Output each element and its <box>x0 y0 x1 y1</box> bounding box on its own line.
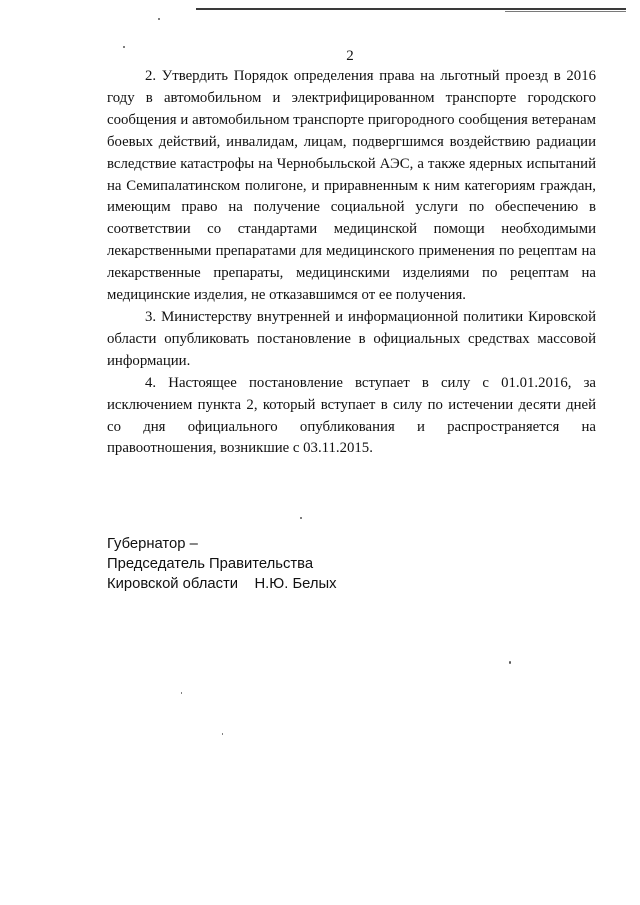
paragraph-item-2: 2. Утвердить Порядок определения права на льготный проезд в 2016 году в автомобильном и электрифицированном транспорте городского сообщения и автомобильном транспорте пригородного сообщения ветеранам боевых действий, инвалидам, лицам, подвергшимся воздействию радиации вследствие катастрофы на Чернобыльской АЭС, а также ядерных испытаний на Семипалатинском полигоне, и приравненным к ним категориям граждан, имеющим право на получение социальной услуги по обеспечению в соответствии со стандартами медицинской помощи необходимыми лекарственными препаратами для медицинского применения по рецептам на лекарственные препараты, медицинскими изделиями по рецептам на медицинские изделия, не отказавшимся от ее получения. <box>107 68 596 304</box>
signature-position: Председатель Правительства <box>107 556 314 572</box>
paragraph-item-3: 3. Министерству внутренней и информационной политики Кировской области опубликовать постановление в официальных средствах массовой информации. <box>107 308 596 369</box>
scan-speck <box>181 692 182 694</box>
signature-block <box>107 534 337 594</box>
signature-title: Губернатор – <box>107 536 198 552</box>
scan-speck <box>158 18 160 20</box>
scan-artifact-line <box>196 8 626 10</box>
paragraph-item-4: 4. Настоящее постановление вступает в силу с 01.01.2016, за исключением пункта 2, который вступает в силу по истечении десяти дней со дня официального опубликования и распространяется на правоотношения, возникшие с 03.11.2015. <box>107 374 596 457</box>
signature-name: Кировской области Н.Ю. Белых <box>107 576 337 592</box>
document-body <box>107 66 596 460</box>
scan-speck <box>222 733 223 735</box>
page-number: 2 <box>346 48 354 64</box>
scan-speck <box>300 517 302 519</box>
scan-speck <box>509 661 511 664</box>
scan-artifact-line <box>505 11 626 12</box>
